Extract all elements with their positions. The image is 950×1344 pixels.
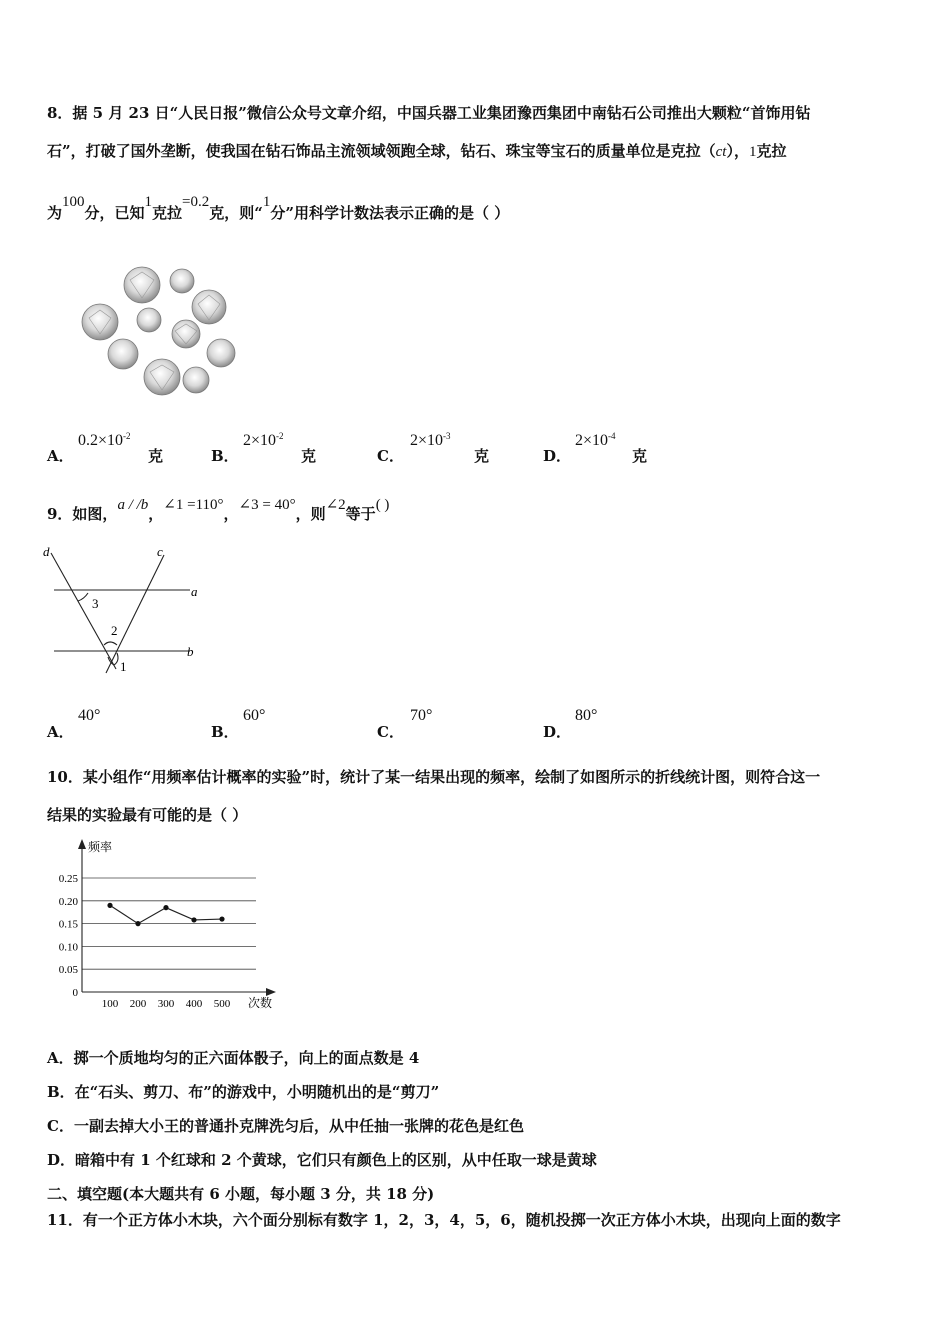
x-tick-label: 300	[157, 998, 175, 1010]
q8-option-c[interactable]: C．	[377, 447, 404, 465]
q9-option-a-value: 40°	[78, 707, 101, 724]
q9-option-b[interactable]: B．	[211, 723, 239, 741]
label-2: 2	[111, 623, 118, 638]
q8-line1: 8．据 5 月 23 日“人民日报”微信公众号文章介绍，中国兵器工业集团豫西集团中南钻石公司推出大颗粒“首饰用钻	[47, 104, 811, 122]
y-tick-label: 0.05	[58, 964, 78, 977]
q9-option-b-value: 60°	[243, 707, 266, 724]
q8-option-d-value: $2\times 10^{-4}$	[575, 431, 616, 449]
q9-stem: 9．如图，a / /b，∠1 =110°，∠3 = 40°，则∠2等于( )	[47, 497, 390, 523]
data-point	[191, 917, 196, 922]
x-tick-label: 400	[185, 998, 203, 1010]
y-tick-label: 0.25	[58, 873, 78, 885]
diamonds-image	[78, 262, 243, 402]
q10-option-d[interactable]: D．暗箱中有 1 个红球和 2 个黄球，它们只有颜色上的区别，从中任取一球是黄球	[47, 1151, 597, 1169]
q10-option-c[interactable]: C．一副去掉大小王的普通扑克牌洗匀后，从中任抽一张牌的花色是红色	[47, 1117, 524, 1135]
q8-option-a[interactable]: A．	[47, 447, 74, 465]
q9-option-c-value: 70°	[410, 707, 433, 724]
q10-option-b[interactable]: B．在“石头、剪刀、布”的游戏中，小明随机出的是“剪刀”	[47, 1083, 440, 1101]
q10-line2: 结果的实验最有可能的是（ ）	[47, 806, 248, 824]
q8-option-d-unit: 克	[632, 447, 648, 465]
line-c	[106, 555, 164, 673]
q8-option-b-value: $2\times 10^{-2}$	[243, 431, 284, 449]
q9-option-d[interactable]: D．	[543, 723, 572, 741]
frequency-line-chart	[40, 835, 290, 1015]
q8-option-b[interactable]: B．	[211, 447, 239, 465]
unit-ct: ct	[715, 144, 727, 160]
y-tick-label: 0	[72, 987, 78, 999]
q8-line2: 石”，打破了国外垄断，使我国在钻石饰品主流领域领跑全球，钻石、珠宝等宝石的质量单位是克拉（ct），1克拉	[47, 142, 787, 160]
y-tick-label: 0.15	[58, 918, 78, 931]
q8-option-b-unit: 克	[301, 447, 317, 465]
diamond-group	[82, 267, 235, 395]
label-3: 3	[92, 596, 99, 611]
q9-option-c[interactable]: C．	[377, 723, 404, 741]
q11-stem: 11．有一个正方体小木块，六个面分别标有数字 1，2，3，4，5，6，随机投掷一次正方体小木块，出现向上面的数字	[47, 1211, 841, 1229]
y-axis-label: 频率	[88, 840, 113, 854]
q8-option-d[interactable]: D．	[543, 447, 572, 465]
label-a: a	[191, 584, 198, 599]
data-point	[163, 905, 168, 910]
angle-2-arc	[104, 642, 117, 645]
q8-option-a-unit: 克	[148, 447, 164, 465]
q9-option-a[interactable]: A．	[47, 723, 74, 741]
q8-option-c-unit: 克	[474, 447, 490, 465]
q8-option-c-value: $2\times 10^{-3}$	[410, 431, 451, 449]
y-tick-label: 0.10	[58, 941, 78, 954]
angle-3-arc	[78, 593, 88, 601]
section-2-heading: 二、填空题(本大题共有 6 小题，每小题 3 分，共 18 分)	[47, 1185, 435, 1203]
q8-option-a-value: $0.2\times 10^{-2}$	[78, 431, 131, 449]
x-axis-label: 次数	[248, 996, 273, 1010]
data-point	[107, 903, 112, 908]
q10-option-a[interactable]: A．掷一个质地均匀的正六面体骰子，向上的面点数是 4	[47, 1049, 420, 1067]
q9-geometry-figure	[40, 543, 210, 678]
label-1: 1	[120, 659, 127, 674]
q8-line3: 为100分，已知1克拉=0.2克，则“1分”用科学计数法表示正确的是（ ）	[47, 194, 510, 222]
y-axis-arrow	[78, 839, 86, 849]
data-point	[219, 916, 224, 921]
x-tick-label: 100	[101, 998, 119, 1010]
x-tick-label: 200	[129, 998, 147, 1010]
label-b: b	[187, 644, 194, 659]
x-axis-arrow	[266, 988, 276, 996]
q10-line1: 10．某小组作“用频率估计概率的实验”时，统计了某一结果出现的频率，绘制了如图所示的折线统计图，则符合这一	[47, 768, 821, 786]
x-tick-label: 500	[213, 998, 231, 1010]
y-tick-label: 0.20	[58, 895, 78, 908]
label-d: d	[43, 544, 50, 559]
line-d	[51, 553, 116, 669]
label-c: c	[157, 544, 163, 559]
q9-option-d-value: 80°	[575, 707, 598, 724]
data-point	[135, 921, 140, 926]
